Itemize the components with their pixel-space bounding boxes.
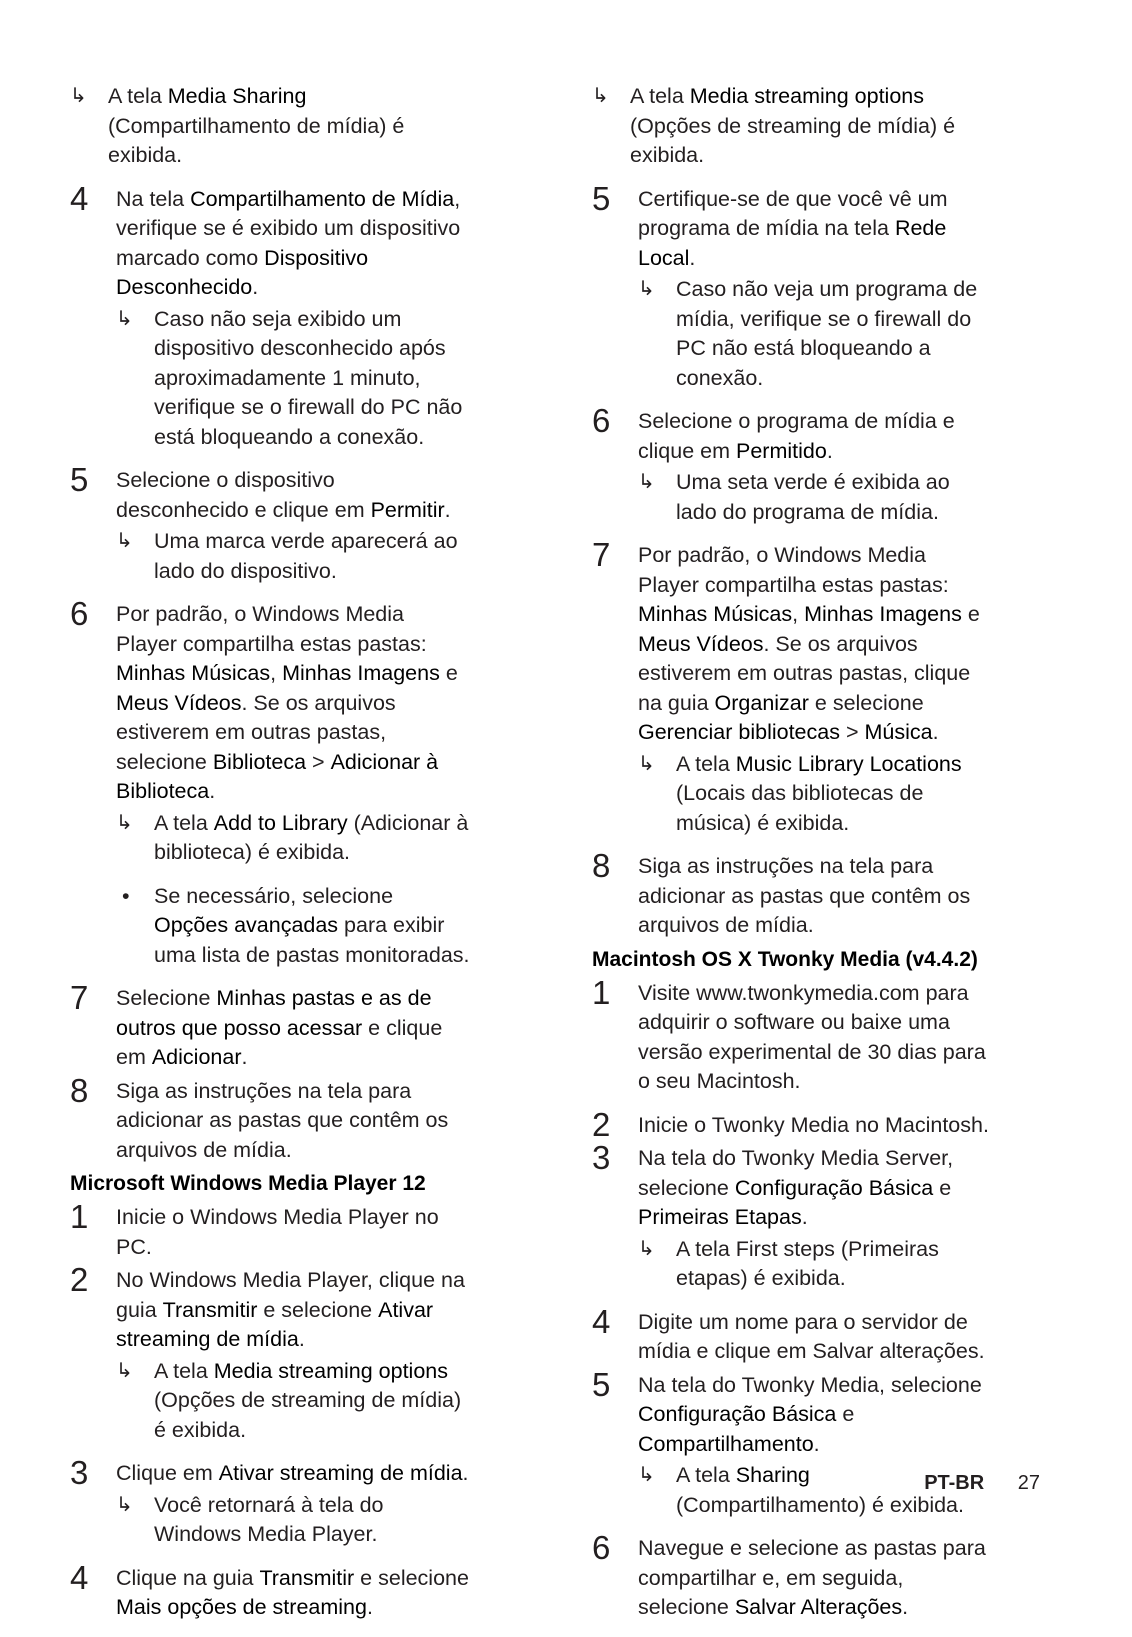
text-run: Siga as instruções na tela para adicionar as pastas que contêm os arquivos de mídia. <box>116 1078 449 1162</box>
text-run: e <box>933 1175 952 1200</box>
left-column <box>70 80 470 1637</box>
text-run: Caso não veja um programa de mídia, verifique se o firewall do PC não está bloqueando a conexão. <box>676 277 978 390</box>
step-item <box>592 1529 992 1623</box>
step-number: 4 <box>70 1558 89 1596</box>
step-text <box>116 1077 470 1166</box>
text-run: Caso não seja exibido um dispositivo desconhecido após aproximadamente 1 minuto, verifique se o firewall do PC não está bloqueando a conexão. <box>154 306 463 449</box>
ui-term: Permitido <box>736 438 827 463</box>
result-arrow-icon: ↳ <box>638 1464 655 1486</box>
text-run: para exibir uma lista de pastas monitoradas. <box>154 913 470 967</box>
ui-term: Meus Vídeos <box>638 631 764 656</box>
step-text <box>638 1371 992 1460</box>
text-run: (Opções de streaming de mídia) é exibida. <box>154 1388 462 1442</box>
step-number: 6 <box>70 595 89 632</box>
ui-term: Media streaming options <box>213 1358 448 1383</box>
step-item <box>592 536 992 838</box>
step-item <box>70 1454 470 1550</box>
result-arrow-icon: ↳ <box>116 1493 133 1516</box>
text-run: e selecione <box>257 1297 379 1322</box>
result-bullet <box>116 527 470 586</box>
text-run: Selecione o dispositivo desconhecido e clique em <box>116 468 371 522</box>
ui-term: Dispositivo Desconhecido <box>116 245 369 299</box>
ui-term: Configuração Básica <box>638 1402 837 1426</box>
text-run: . <box>252 275 259 299</box>
step-item <box>592 179 992 394</box>
step-text <box>638 185 992 274</box>
step-number: 8 <box>70 1071 89 1109</box>
text-run: Na tela <box>116 186 191 211</box>
text-run: , verifique se é exibido um dispositivo marcado como <box>116 186 461 270</box>
result-bullet <box>638 275 992 393</box>
text-run: . <box>826 438 833 463</box>
text-run: e selecione <box>808 690 924 715</box>
text-run: . <box>801 1205 808 1229</box>
ui-term: Salvar Alterações <box>734 1595 903 1619</box>
result-bullet <box>70 82 470 171</box>
step-item <box>592 847 992 941</box>
step-text <box>638 979 992 1097</box>
ui-term: Transmitir <box>259 1565 355 1590</box>
step-number: 6 <box>592 1529 611 1566</box>
ui-term: Adicionar <box>151 1045 242 1069</box>
step-item <box>592 1139 992 1294</box>
step-item <box>70 1558 470 1623</box>
step-number: 6 <box>592 402 611 439</box>
ui-term: Mais opções de streaming <box>116 1595 367 1619</box>
ui-term: Ativar streaming de mídia <box>116 1297 434 1351</box>
ui-term: Rede Local <box>638 216 947 270</box>
step-item <box>70 1261 470 1445</box>
ui-term: Media Sharing <box>167 84 307 108</box>
text-run: (Opções de streaming de mídia) é exibida. <box>630 113 956 167</box>
dot-bullet <box>116 882 470 971</box>
text-run: e clique em <box>116 1015 443 1069</box>
text-run: Selecione o programa de mídia e clique em <box>638 409 955 463</box>
step-item <box>70 1198 470 1262</box>
text-run: . <box>241 1045 248 1069</box>
step-text <box>638 852 992 941</box>
text-run: Se necessário, selecione <box>154 883 394 908</box>
ui-term: Adicionar à Biblioteca <box>116 749 439 803</box>
ui-term: Organizar <box>714 690 809 715</box>
step-text <box>116 600 470 807</box>
text-run: Inicie o Twonky Media no Macintosh. <box>638 1112 989 1137</box>
text-run: Na tela do Twonky Media, selecione <box>638 1372 982 1397</box>
result-arrow-icon: ↳ <box>116 1359 133 1382</box>
result-arrow-icon: ↳ <box>638 278 655 300</box>
step-item <box>592 402 992 527</box>
step-number: 7 <box>70 979 89 1016</box>
ui-term: Música <box>864 720 933 744</box>
text-run: Visite www.twonkymedia.com para adquirir o software ou baixe uma versão experimental de 30 dias para o seu Macintosh. <box>638 980 986 1093</box>
text-run: A tela <box>108 84 168 108</box>
ui-term: Gerenciar bibliotecas <box>638 720 840 744</box>
text-run: . <box>932 720 939 744</box>
ui-term: Meus Vídeos <box>116 690 242 715</box>
step-number: 2 <box>70 1261 89 1298</box>
ui-term: Transmitir <box>162 1297 258 1322</box>
page-number: 27 <box>1017 1472 1040 1494</box>
step-number: 3 <box>592 1139 611 1176</box>
text-run: Certifique-se de que você vê um programa de mídia na tela <box>638 186 948 240</box>
ui-term: Sharing <box>735 1463 810 1487</box>
step-text <box>638 541 992 748</box>
text-run: A tela First steps (Primeiras etapas) é exibida. <box>676 1236 939 1290</box>
text-run: A tela <box>676 751 736 776</box>
text-run: A tela <box>630 84 690 108</box>
ui-term: Configuração Básica <box>734 1175 934 1200</box>
text-run: Por padrão, o Windows Media Player compartilha estas pastas: <box>116 602 427 656</box>
result-bullet <box>638 468 992 527</box>
result-bullet <box>116 809 470 868</box>
step-text <box>638 407 992 466</box>
ui-term: Biblioteca <box>212 749 307 774</box>
result-arrow-icon: ↳ <box>116 307 133 330</box>
text-run: A tela <box>154 810 214 835</box>
ui-term: Music Library Locations <box>735 751 962 776</box>
result-bullet <box>116 1491 470 1550</box>
text-run: No Windows Media Player, clique na guia <box>116 1268 465 1322</box>
text-run: . <box>813 1431 820 1456</box>
result-arrow-icon: ↳ <box>116 530 133 552</box>
text-run: . <box>366 1595 373 1619</box>
step-item <box>592 1365 992 1521</box>
step-number: 4 <box>592 1302 611 1340</box>
right-column <box>592 80 992 1637</box>
step-item <box>592 1105 992 1143</box>
text-run: . <box>462 1461 469 1485</box>
result-bullet <box>638 1235 992 1294</box>
step-number: 5 <box>70 461 89 498</box>
step-text <box>638 1534 992 1623</box>
text-run: , <box>270 661 283 685</box>
ui-term: Add to Library <box>213 810 348 835</box>
bullet-dot-icon: • <box>122 883 130 908</box>
text-run: (Locais das bibliotecas de música) é exibida. <box>676 781 924 835</box>
text-run: (Compartilhamento de mídia) é exibida. <box>108 113 405 167</box>
text-run: . <box>298 1327 305 1351</box>
text-run: Uma seta verde é exibida ao lado do programa de mídia. <box>676 470 950 524</box>
step-number: 8 <box>592 847 611 884</box>
text-run: Por padrão, o Windows Media Player compartilha estas pastas: <box>638 543 949 597</box>
text-run: e selecione <box>354 1565 469 1590</box>
result-arrow-icon: ↳ <box>116 811 133 834</box>
step-number: 3 <box>70 1454 89 1491</box>
step-text <box>116 1564 470 1623</box>
step-number: 1 <box>70 1198 89 1235</box>
step-text <box>116 1266 470 1355</box>
result-bullet <box>116 1357 470 1446</box>
ui-term: Compartilhamento <box>638 1431 814 1456</box>
result-bullet <box>638 750 992 839</box>
page-footer <box>924 1472 1040 1495</box>
text-run: . <box>689 245 696 270</box>
text-run: Na tela do Twonky Media Server, selecione <box>638 1146 954 1200</box>
step-item <box>70 461 470 586</box>
step-number: 4 <box>70 179 89 217</box>
text-run: > <box>306 749 331 774</box>
text-run: e <box>439 661 458 685</box>
step-text <box>116 185 470 303</box>
step-item <box>592 1302 992 1367</box>
ui-term: Permitir <box>370 497 445 522</box>
step-number: 5 <box>592 179 611 217</box>
text-run: . Se os arquivos estiverem em outras pastas, selecione <box>116 690 396 774</box>
ui-term: Media streaming options <box>689 84 924 108</box>
text-run: e <box>836 1402 855 1426</box>
step-text <box>116 1459 470 1489</box>
text-run: . Se os arquivos estiverem em outras pastas, clique na guia <box>638 631 971 715</box>
step-text <box>638 1308 992 1367</box>
step-number: 7 <box>592 536 611 573</box>
text-run: Siga as instruções na tela para adicionar as pastas que contêm os arquivos de mídia. <box>638 854 971 937</box>
step-text <box>116 466 470 525</box>
text-run: e <box>961 602 980 626</box>
step-number: 5 <box>592 1365 611 1403</box>
ui-term: Opções avançadas <box>154 913 339 937</box>
text-run: (Adicionar à biblioteca) é exibida. <box>154 810 469 864</box>
result-arrow-icon: ↳ <box>592 85 609 107</box>
text-run: Você retornará à tela do Windows Media Player. <box>154 1492 384 1546</box>
section-heading: Macintosh OS X Twonky Media (v4.4.2) <box>592 947 978 971</box>
text-run: Selecione <box>116 986 217 1010</box>
result-arrow-icon: ↳ <box>638 752 655 775</box>
result-arrow-icon: ↳ <box>638 1237 655 1260</box>
text-run: , <box>792 602 805 626</box>
text-run: . <box>902 1595 909 1619</box>
step-item <box>70 979 470 1073</box>
result-arrow-icon: ↳ <box>70 85 87 107</box>
text-run: A tela <box>676 1463 736 1487</box>
text-run: Clique na guia <box>116 1565 260 1590</box>
step-text <box>116 1203 470 1262</box>
step-number: 2 <box>592 1105 611 1143</box>
step-text <box>638 1144 992 1233</box>
ui-term: Minhas Músicas <box>638 602 793 626</box>
text-run: . <box>444 497 451 522</box>
text-run: (Compartilhamento) é exibida. <box>676 1492 964 1517</box>
step-text <box>116 984 470 1073</box>
ui-term: Minhas Imagens <box>804 602 962 626</box>
text-run: Clique em <box>116 1461 219 1485</box>
text-run: Inicie o Windows Media Player no PC. <box>116 1205 439 1259</box>
ui-term: Primeiras Etapas <box>638 1205 802 1229</box>
result-bullet <box>116 305 470 453</box>
ui-term: Minhas Imagens <box>282 661 440 685</box>
result-bullet <box>592 82 992 171</box>
text-run: A tela <box>154 1358 214 1383</box>
step-item <box>70 595 470 970</box>
text-run: > <box>839 720 865 744</box>
step-item <box>70 179 470 453</box>
step-item <box>592 973 992 1097</box>
ui-term: Ativar streaming de mídia <box>218 1461 463 1485</box>
step-item <box>70 1071 470 1166</box>
step-text <box>638 1111 992 1141</box>
ui-term: Minhas pastas e as de outros que posso acessar <box>116 986 432 1040</box>
result-arrow-icon: ↳ <box>638 471 655 493</box>
language-code: PT-BR <box>924 1472 985 1494</box>
step-number: 1 <box>592 973 611 1011</box>
ui-term: Compartilhamento de Mídia <box>190 186 455 211</box>
ui-term: Minhas Músicas <box>116 661 271 685</box>
section-heading: Microsoft Windows Media Player 12 <box>70 1172 426 1195</box>
text-run: Uma marca verde aparecerá ao lado do dispositivo. <box>154 529 458 583</box>
text-run: . <box>209 779 216 803</box>
text-run: Navegue e selecione as pastas para compartilhar e, em seguida, selecione <box>638 1536 986 1619</box>
text-run: Digite um nome para o servidor de mídia e clique em Salvar alterações. <box>638 1309 985 1363</box>
